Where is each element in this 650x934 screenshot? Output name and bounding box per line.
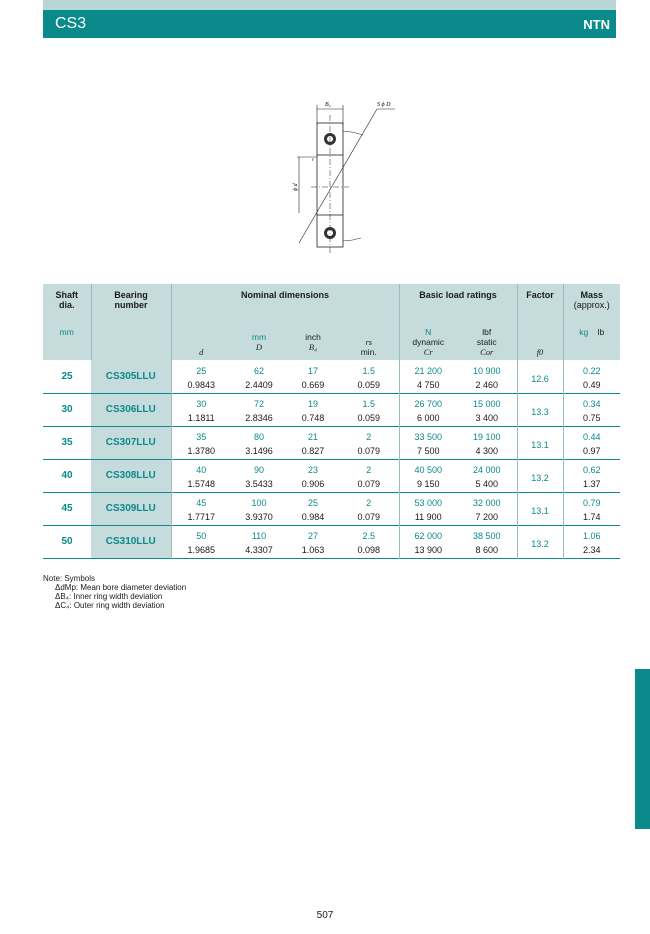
cell-lb: 1.74 xyxy=(563,509,620,525)
cell-lbf-Cor: 5 400 xyxy=(475,478,499,489)
col-r: rs xyxy=(365,337,373,347)
cell-N-Cr: 40 500 xyxy=(399,459,457,476)
cell-shaft: 30 xyxy=(61,404,73,415)
cell-lbf-Cor: 3 400 xyxy=(475,412,499,423)
cell-in-B: 0.748 xyxy=(301,412,325,423)
table-row xyxy=(43,360,620,377)
cell-lbf-Cor: 8 600 xyxy=(475,544,499,555)
cell-mm-r: 1.5 xyxy=(362,366,375,376)
cell-kg: 0.44 xyxy=(563,426,620,443)
cell-mm-r: 1.5 xyxy=(362,399,375,410)
cell-mm-B: 19 xyxy=(307,399,318,410)
cell-shaft: 25 xyxy=(61,370,73,382)
col-f0: f0 xyxy=(536,347,544,357)
col-D: D xyxy=(255,342,263,352)
note-3: ΔC₄: Outer ring width deviation xyxy=(55,601,165,610)
note-1: ΔdMp: Mean bore diameter deviation xyxy=(55,583,187,592)
bearing-table xyxy=(43,284,620,559)
page-title: CS3 xyxy=(55,15,87,32)
cell-mm-d: 45 xyxy=(171,492,231,509)
cell-mm-d: 50 xyxy=(171,525,231,542)
cell-in-B: 0.906 xyxy=(301,478,325,489)
cell-mm-r: 2 xyxy=(366,498,372,509)
col-d: d xyxy=(199,347,204,357)
cell-mm-B: 25 xyxy=(307,498,318,509)
cell-f0: 13.1 xyxy=(517,426,563,459)
cell-lbf-Cr: 9 150 xyxy=(399,476,457,492)
label-sphere: S ϕ D xyxy=(377,102,391,108)
bearing-diagram xyxy=(285,95,405,265)
unit-kg: kg xyxy=(579,327,589,337)
cell-in-d: 1.7717 xyxy=(171,509,231,525)
cell-kg: 0.34 xyxy=(563,393,620,410)
col-shaft: Shaft dia. xyxy=(43,284,91,327)
cell-in-r: 0.079 xyxy=(357,478,381,489)
cell-N-Cr: 26 700 xyxy=(399,393,457,410)
cell-N-Cr: 53 000 xyxy=(399,492,457,509)
cell-lbf-Cor: 7 200 xyxy=(475,511,499,522)
col-load: Basic load ratings xyxy=(399,284,517,327)
cell-N-Cr: 62 000 xyxy=(399,525,457,542)
cell-mm-D: 80 xyxy=(253,432,264,443)
cell-in-D: 3.5433 xyxy=(245,478,273,489)
col-factor: Factor xyxy=(517,284,563,327)
cell-lbf-Cr: 11 900 xyxy=(399,509,457,525)
cell-in-r: 0.059 xyxy=(357,412,381,423)
cell-lbf-Cor: 4 300 xyxy=(475,445,499,456)
cell-mm-d: 35 xyxy=(171,426,231,443)
cell-in-D: 3.1496 xyxy=(245,445,273,456)
cell-mm-d: 30 xyxy=(171,393,231,410)
label-b4: B₄ xyxy=(325,102,331,108)
top-band xyxy=(43,0,616,10)
notes xyxy=(43,574,186,610)
cell-bearing: CS305LLU xyxy=(91,360,171,393)
cell-in-D: 4.3307 xyxy=(245,544,273,555)
cell-bearing: CS306LLU xyxy=(91,393,171,426)
cell-in-B: 0.984 xyxy=(301,511,325,522)
cell-f0: 13.3 xyxy=(517,393,563,426)
col-static: static xyxy=(476,337,497,347)
cell-mm-d: 25 xyxy=(171,360,231,377)
cell-N-Cor: 38 500 xyxy=(472,531,501,542)
cell-lbf-Cor: 2 460 xyxy=(475,379,499,390)
cell-f0: 12.6 xyxy=(517,360,563,393)
col-Cor: Cor xyxy=(480,347,494,357)
cell-N-Cor: 32 000 xyxy=(472,498,501,509)
cell-shaft: 35 xyxy=(61,437,73,448)
label-r: r xyxy=(312,158,314,163)
cell-N-Cor: 10 900 xyxy=(472,366,501,376)
cell-mm-D: 62 xyxy=(253,366,264,376)
cell-in-D: 2.8346 xyxy=(245,412,273,423)
note-2: ΔB₄: Inner ring width deviation xyxy=(55,592,163,601)
notes-title: Note: Symbols xyxy=(43,574,96,583)
cell-kg: 0.62 xyxy=(563,459,620,476)
cell-in-B: 0.827 xyxy=(301,445,325,456)
cell-kg: 0.22 xyxy=(563,360,620,377)
cell-lb: 2.34 xyxy=(563,542,620,558)
cell-lb: 0.75 xyxy=(563,410,620,426)
cell-bearing: CS309LLU xyxy=(91,492,171,525)
table-row xyxy=(43,393,620,410)
table-row xyxy=(43,492,620,509)
cell-mm-d: 40 xyxy=(171,459,231,476)
cell-mm-r: 2 xyxy=(366,432,372,443)
cell-shaft: 40 xyxy=(61,470,73,481)
cell-kg: 0.79 xyxy=(563,492,620,509)
cell-in-d: 1.1811 xyxy=(171,410,231,426)
col-nominal: Nominal dimensions xyxy=(171,284,399,327)
cell-mm-B: 27 xyxy=(307,531,318,542)
cell-lb: 0.49 xyxy=(563,377,620,393)
cell-mm-B: 21 xyxy=(307,432,318,443)
cell-mm-D: 90 xyxy=(253,465,264,476)
cell-in-r: 0.059 xyxy=(357,379,381,390)
cell-shaft: 50 xyxy=(61,536,73,547)
cell-f0: 13.2 xyxy=(517,459,563,492)
cell-bearing: CS308LLU xyxy=(91,459,171,492)
cell-in-r: 0.079 xyxy=(357,445,381,456)
cell-shaft: 45 xyxy=(61,503,73,514)
unit-shaft: mm xyxy=(43,327,91,360)
cell-mm-D: 110 xyxy=(251,531,267,542)
cell-mm-B: 17 xyxy=(307,366,318,376)
col-bearing: Bearing number xyxy=(91,284,171,327)
cell-mm-r: 2.5 xyxy=(362,531,375,542)
unit-N: N xyxy=(425,327,432,337)
cell-mm-r: 2 xyxy=(366,465,372,476)
cell-mm-D: 100 xyxy=(251,498,267,509)
cell-f0: 13.1 xyxy=(517,492,563,525)
col-r-min: min. xyxy=(360,347,377,357)
unit-lbf: lbf xyxy=(482,327,492,337)
cell-in-r: 0.098 xyxy=(357,544,381,555)
table-row xyxy=(43,426,620,443)
cell-lb: 1.37 xyxy=(563,476,620,492)
cell-N-Cr: 21 200 xyxy=(399,360,457,377)
table-row xyxy=(43,525,620,542)
label-bore: ϕ d xyxy=(293,183,299,191)
table-row xyxy=(43,459,620,476)
cell-N-Cr: 33 500 xyxy=(399,426,457,443)
cell-f0: 13.2 xyxy=(517,525,563,558)
cell-mm-B: 23 xyxy=(307,465,318,476)
section-tab xyxy=(635,669,650,829)
cell-in-B: 1.063 xyxy=(301,544,325,555)
unit-inch: inch xyxy=(305,332,321,342)
cell-kg: 1.06 xyxy=(563,525,620,542)
cell-lb: 0.97 xyxy=(563,443,620,459)
unit-bearing-blank xyxy=(91,327,171,360)
cell-N-Cor: 15 000 xyxy=(472,399,501,410)
unit-mm: mm xyxy=(251,332,267,342)
cell-lbf-Cr: 6 000 xyxy=(399,410,457,426)
cell-N-Cor: 24 000 xyxy=(472,465,501,476)
unit-lb: lb xyxy=(597,327,605,337)
cell-in-D: 3.9370 xyxy=(245,511,273,522)
cell-in-r: 0.079 xyxy=(357,511,381,522)
cell-in-d: 1.5748 xyxy=(171,476,231,492)
cell-mm-D: 72 xyxy=(253,399,264,410)
page-header xyxy=(43,10,616,38)
col-Cr: Cr xyxy=(423,347,433,357)
cell-lbf-Cr: 7 500 xyxy=(399,443,457,459)
cell-in-d: 0.9843 xyxy=(171,377,231,393)
cell-in-B: 0.669 xyxy=(301,379,325,390)
cell-bearing: CS310LLU xyxy=(91,525,171,558)
col-B: B₄ xyxy=(308,342,318,352)
col-dynamic: dynamic xyxy=(412,337,445,347)
col-mass: Mass (approx.) xyxy=(563,284,620,327)
cell-N-Cor: 19 100 xyxy=(472,432,501,443)
brand-label: NTN xyxy=(583,16,610,32)
cell-in-d: 1.3780 xyxy=(171,443,231,459)
cell-lbf-Cr: 13 900 xyxy=(399,542,457,558)
cell-lbf-Cr: 4 750 xyxy=(399,377,457,393)
cell-in-D: 2.4409 xyxy=(245,379,273,390)
cell-bearing: CS307LLU xyxy=(91,426,171,459)
page-number: 507 xyxy=(316,910,334,921)
cell-in-d: 1.9685 xyxy=(171,542,231,558)
